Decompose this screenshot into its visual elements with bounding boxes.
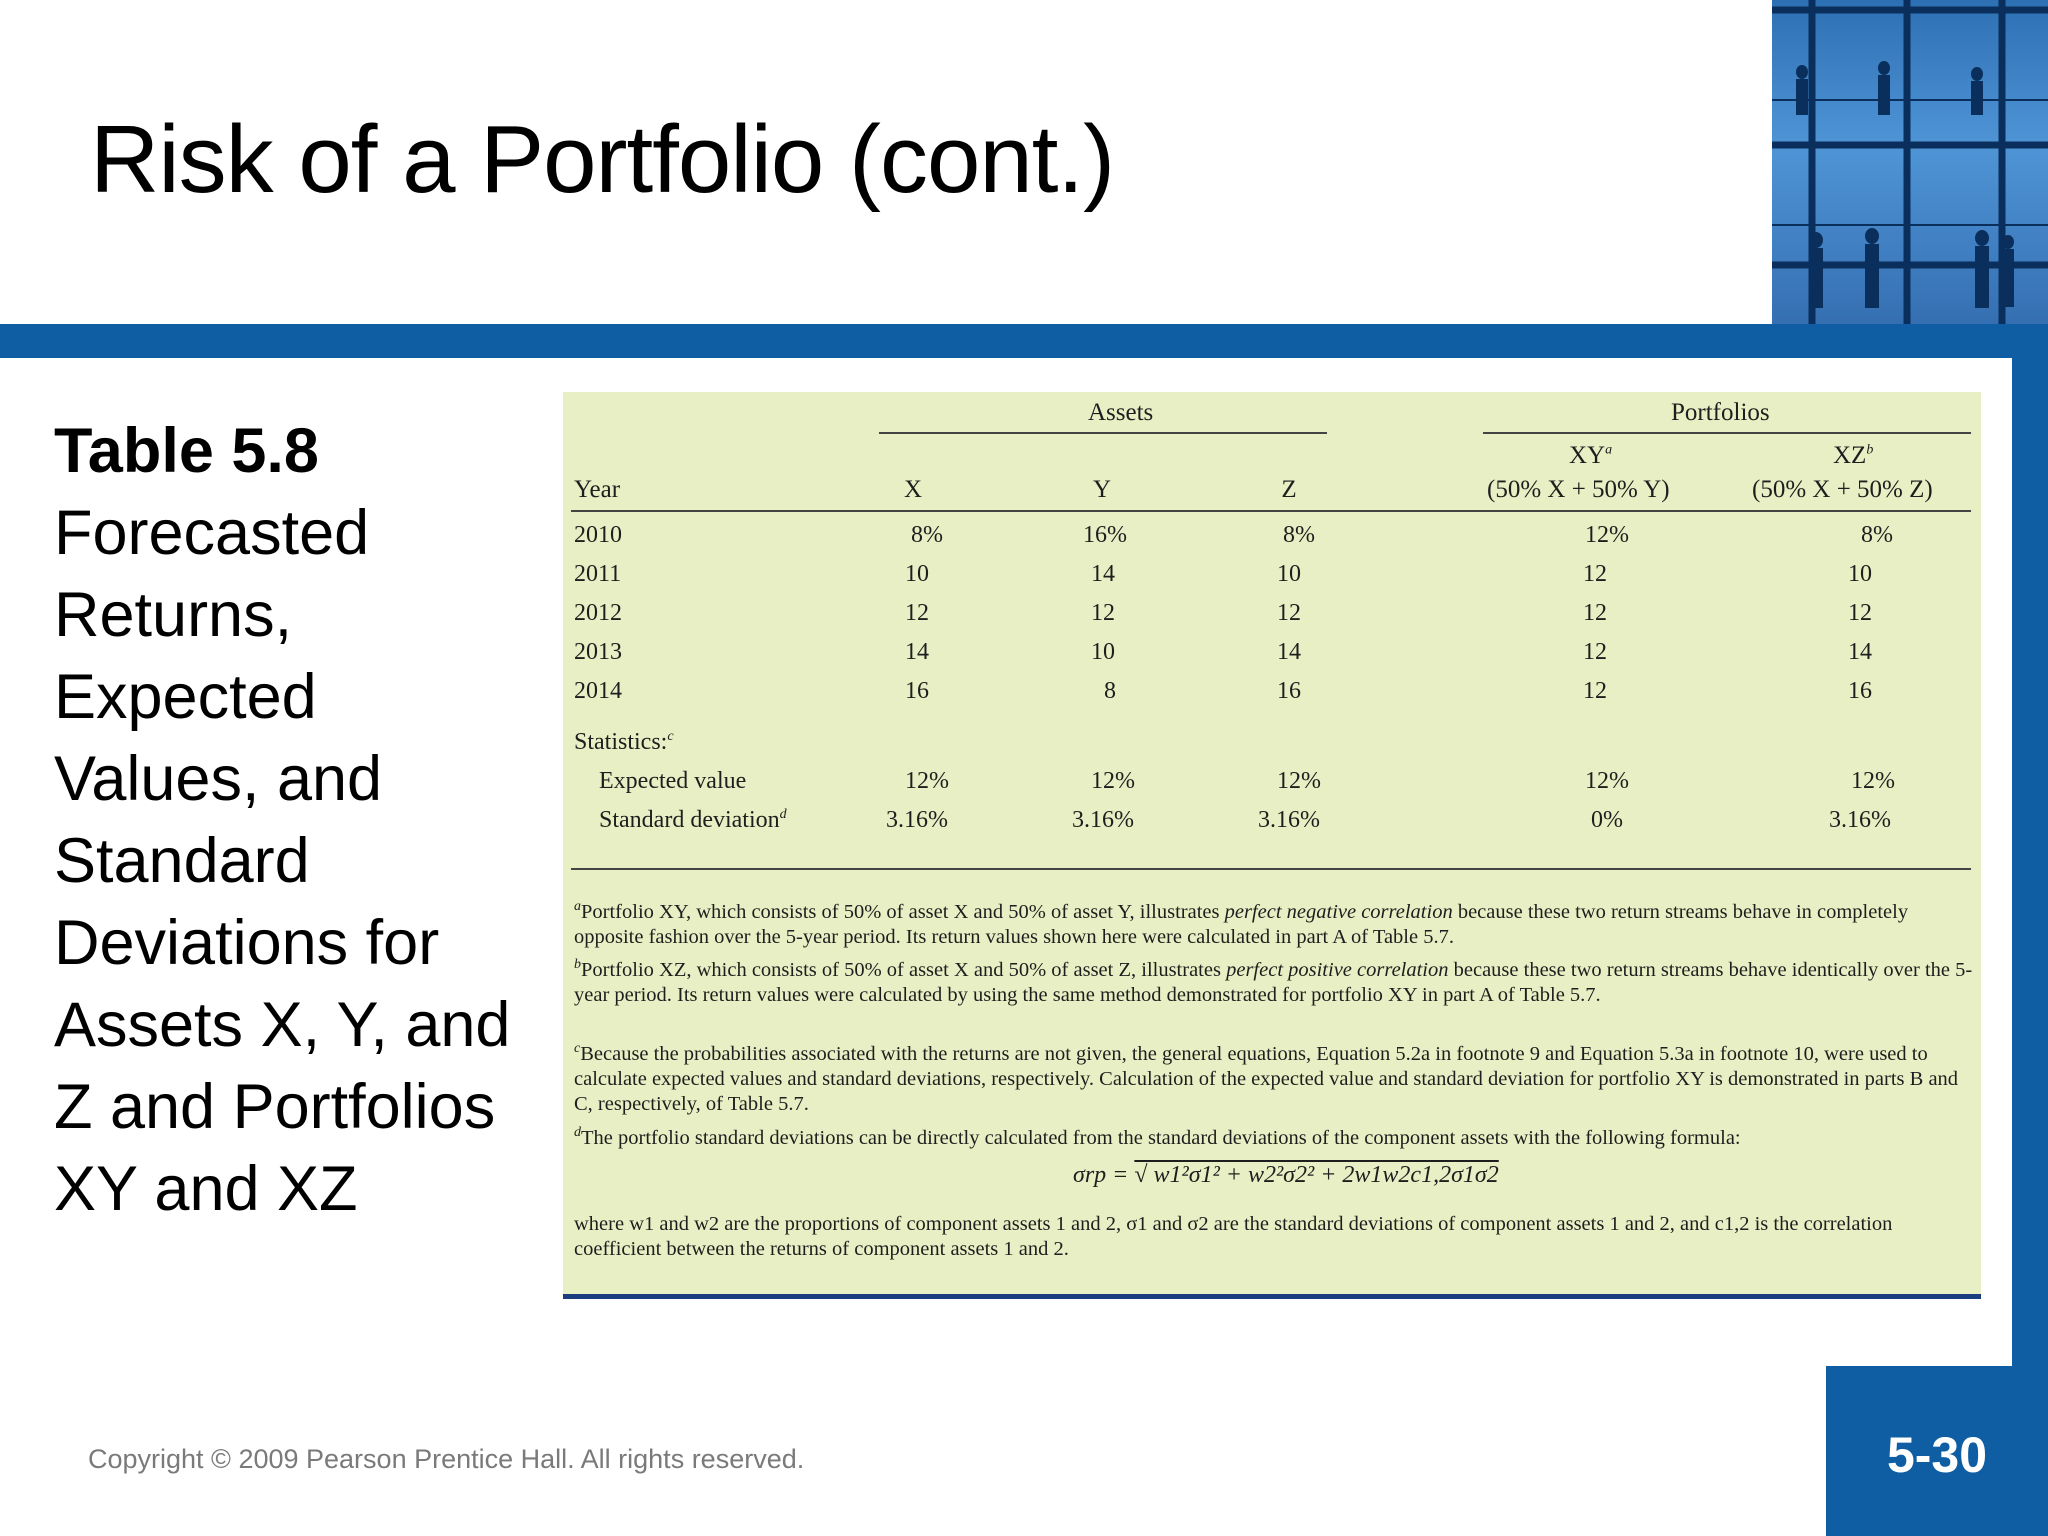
footnote-d-text: The portfolio standard deviations can be directly calculated from the standard deviations of the component assets with the following formula:: [581, 1126, 1741, 1149]
footnote-d-mark: d: [574, 1125, 581, 1140]
slide-number-box: [1826, 1366, 2048, 1536]
footnote-b-emphasis: perfect positive correlation: [1226, 958, 1449, 981]
col-header-xz-label: XZ: [1833, 442, 1867, 469]
cell-xy: 0%: [1591, 807, 1623, 833]
cell-z: 16: [1277, 678, 1301, 704]
cell-x: 16: [905, 678, 929, 704]
cell-y: 12: [1091, 600, 1115, 626]
cell-x: 14: [905, 639, 929, 665]
cell-x: 12: [905, 600, 929, 626]
cell-y: 16%: [1083, 522, 1127, 548]
cell-z: 14: [1277, 639, 1301, 665]
cell-xy: 12%: [1585, 768, 1629, 794]
cell-z: 8%: [1283, 522, 1315, 548]
rule-assets: [879, 432, 1327, 434]
cell-year: 2010: [574, 522, 622, 548]
footnote-a: [574, 894, 1974, 950]
footnote-where: where w1 and w2 are the proportions of component assets 1 and 2, σ1 and σ2 are the standard deviations of component assets 1 and 2, and c1,2 is the correlation coefficient between the returns of component assets 1 and 2.: [574, 1213, 1893, 1260]
rule-header: [571, 510, 1971, 512]
cell-y: 10: [1091, 639, 1115, 665]
cell-z: 12%: [1277, 768, 1321, 794]
stat-label: [599, 807, 787, 834]
footnote-a-text-2: because these two return streams behave in completely opposite fashion over the 5-year period. Its return values shown here were calculated in part A of Table 5.7.: [574, 900, 1909, 948]
cell-x: 8%: [911, 522, 943, 548]
cell-y: 12%: [1091, 768, 1135, 794]
footnote-c-text: Because the probabilities associated with the returns are not given, the general equations, Equation 5.2a in footnote 9 and Equation 5.3a in footnote 10, were used to calculate expected values and standard deviations, respectively. Calculation of the expected value and standard deviation for portfolio XY is demonstrated in parts B and C, respectively, of Table 5.7.: [574, 1042, 1959, 1115]
cell-xy: 12: [1583, 600, 1607, 626]
cell-y: 3.16%: [1072, 807, 1134, 833]
cell-year: 2014: [574, 678, 622, 704]
cell-x: 12%: [905, 768, 949, 794]
footnote-mark-a: a: [1605, 442, 1613, 458]
col-header-x: X: [903, 476, 923, 503]
col-header-xy-label: XY: [1569, 442, 1606, 469]
footnote-b: [574, 952, 1974, 1008]
cell-z: 12: [1277, 600, 1301, 626]
cell-xy: 12%: [1585, 522, 1629, 548]
col-header-xz: [1833, 442, 1873, 470]
footnote-a-text-1: Portfolio XY, which consists of 50% of asset X and 50% of asset Y, illustrates: [581, 900, 1225, 923]
cell-year: 2012: [574, 600, 622, 626]
footnote-mark-d: d: [779, 807, 787, 822]
header-divider-bar: [0, 324, 2048, 358]
cell-x: 10: [905, 561, 929, 587]
footnote-a-emphasis: perfect negative correlation: [1224, 900, 1453, 923]
cell-xz: 12: [1848, 600, 1872, 626]
col-header-z: Z: [1281, 476, 1297, 503]
footnote-mark-c: c: [667, 729, 674, 744]
cell-xz: 14: [1848, 639, 1872, 665]
cell-xz: 8%: [1861, 522, 1893, 548]
cell-xz: 10: [1848, 561, 1872, 587]
table-5-8: [563, 392, 1981, 1299]
cell-y: 14: [1091, 561, 1115, 587]
cell-year: 2011: [574, 561, 622, 587]
portfolio-sd-formula: [1073, 1162, 1499, 1189]
cell-xy: 12: [1583, 639, 1607, 665]
stat-label: Expected value: [599, 768, 747, 794]
footnote-a-mark: a: [574, 899, 581, 914]
rule-portfolios: [1483, 432, 1971, 434]
footnote-c: [574, 1036, 1974, 1117]
statistics-label-text: Statistics:: [574, 729, 668, 755]
footnote-b-mark: b: [574, 957, 581, 972]
stat-label-text: Standard deviation: [599, 807, 780, 833]
table-caption: [54, 410, 534, 1230]
formula-rhs: √ w1²σ1² + w2²σ2² + 2w1w2c1,2σ1σ2: [1134, 1162, 1499, 1188]
cell-z: 3.16%: [1258, 807, 1320, 833]
col-header-xy-sub: (50% X + 50% Y): [1487, 476, 1670, 503]
cell-z: 10: [1277, 561, 1301, 587]
caption-text: Forecasted Returns, Expected Values, and Standard Deviations for Assets X, Y, and Z and Portfolios XY and XZ: [54, 498, 511, 1224]
group-header-assets: Assets: [1088, 399, 1154, 426]
cell-xz: 16: [1848, 678, 1872, 704]
footnote-b-text-1: Portfolio XZ, which consists of 50% of asset X and 50% of asset Z, illustrates: [581, 958, 1227, 981]
group-header-portfolios: Portfolios: [1671, 399, 1770, 426]
footnote-c-mark: c: [574, 1041, 581, 1056]
cell-y: 8: [1104, 678, 1116, 704]
col-header-y: Y: [1092, 476, 1112, 503]
statistics-label: [574, 729, 674, 756]
slide-title: Risk of a Portfolio (cont.): [90, 106, 1115, 213]
copyright-notice: Copyright © 2009 Pearson Prentice Hall. All rights reserved.: [88, 1444, 805, 1474]
cell-x: 3.16%: [886, 807, 948, 833]
office-people-photo: [1772, 0, 2048, 324]
footnote-b-text-2: because these two return streams behave identically over the 5-year period. Its return values were calculated by using the same method demonstrated for portfolio XY in part A of Table 5.7.: [574, 958, 1973, 1006]
cell-xy: 12: [1583, 561, 1607, 587]
cell-year: 2013: [574, 639, 622, 665]
col-header-year: Year: [574, 476, 621, 503]
col-header-xz-sub: (50% X + 50% Z): [1752, 476, 1933, 503]
caption-label: Table 5.8: [54, 416, 319, 486]
footnote-d: [574, 1120, 1974, 1151]
cell-xz: 12%: [1851, 768, 1895, 794]
cell-xy: 12: [1583, 678, 1607, 704]
right-edge-bar: [2012, 358, 2048, 1536]
cell-xz: 3.16%: [1829, 807, 1891, 833]
rule-footer: [571, 868, 1971, 870]
col-header-xy: [1569, 442, 1612, 470]
slide-number: 5-30: [1886, 1427, 1988, 1483]
formula-lhs: σrp =: [1073, 1162, 1135, 1188]
footnote-mark-b: b: [1866, 442, 1874, 458]
